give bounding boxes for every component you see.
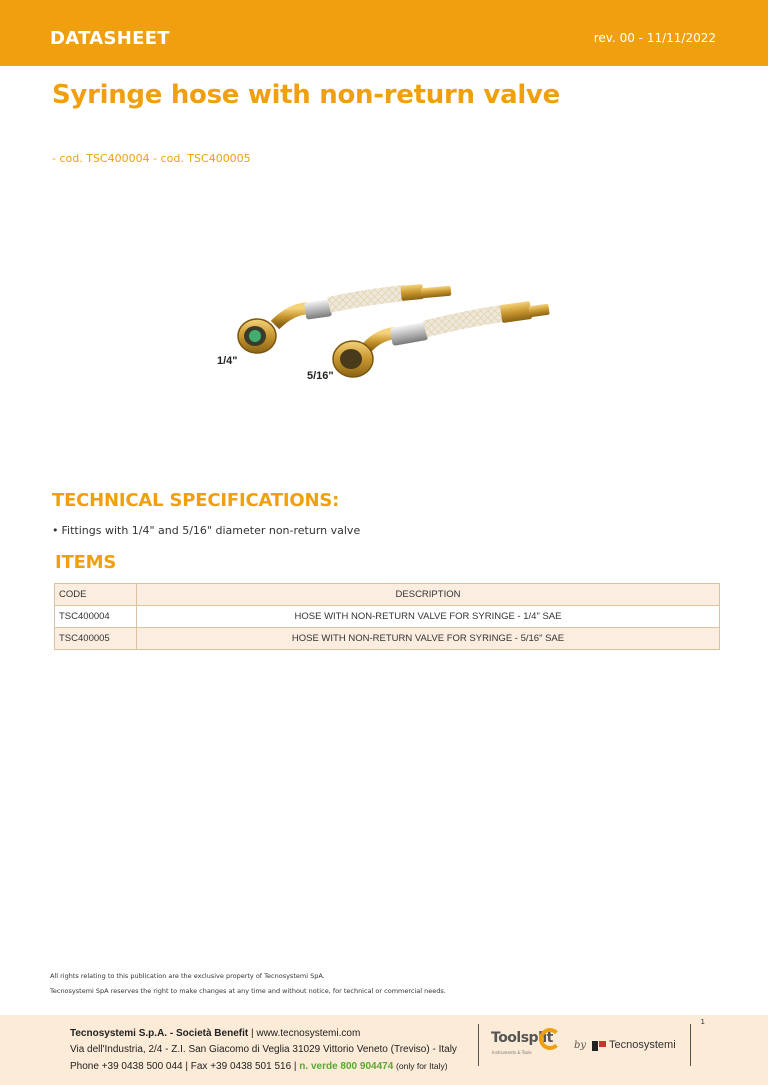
doc-type-label: DATASHEET bbox=[50, 28, 170, 49]
row-code: TSC400004 bbox=[55, 606, 137, 628]
product-image bbox=[205, 275, 565, 400]
legal-notice-changes: Tecnosystemi SpA reserves the right to make changes at any time and without notice, for technical or commercial needs. bbox=[50, 987, 446, 995]
company-name: Tecnosystemi S.p.A. - Società Benefit bbox=[70, 1028, 249, 1039]
row-description: HOSE WITH NON-RETURN VALVE FOR SYRINGE - 5/16" SAE bbox=[137, 628, 720, 650]
tecnosystemi-logo bbox=[592, 1037, 686, 1057]
separator: | bbox=[182, 1061, 191, 1072]
bullet-icon: • bbox=[52, 524, 59, 537]
tecnosystemi-wordmark: Tecnosystemi bbox=[609, 1039, 676, 1051]
table-header-row bbox=[55, 584, 720, 606]
footer-divider bbox=[690, 1024, 691, 1066]
company-info bbox=[70, 1026, 457, 1075]
toolsplit-wordmark: Toolsplit bbox=[491, 1030, 553, 1046]
toll-free-number: n. verde 800 904474 bbox=[299, 1061, 394, 1072]
company-address: Via dell'Industria, 2/4 - Z.I. San Giacomo di Veglia 31029 Vittorio Veneto (Treviso) - Italy bbox=[70, 1044, 457, 1055]
spec-text: Fittings with 1/4" and 5/16" diameter non-return valve bbox=[61, 524, 361, 537]
separator: | bbox=[291, 1061, 300, 1072]
separator: | bbox=[248, 1028, 257, 1039]
revision-date: rev. 00 - 11/11/2022 bbox=[593, 31, 716, 45]
size-label-quarter: 1/4" bbox=[217, 355, 238, 367]
legal-notice-rights: All rights relating to this publication are the exclusive property of Tecnosystemi SpA. bbox=[50, 972, 325, 980]
table-row bbox=[55, 628, 720, 650]
by-text: by bbox=[574, 1040, 587, 1051]
spec-list-item bbox=[52, 524, 360, 537]
toll-free-note: (only for Italy) bbox=[396, 1061, 448, 1071]
items-heading: ITEMS bbox=[55, 552, 117, 573]
spec-heading: TECHNICAL SPECIFICATIONS: bbox=[52, 490, 340, 511]
toolsplit-ring-icon bbox=[539, 1028, 561, 1050]
page-number: 1 bbox=[700, 1018, 705, 1026]
contact-line bbox=[70, 1058, 457, 1075]
company-line bbox=[70, 1026, 457, 1042]
toolsplit-tagline: Instruments & Tools bbox=[492, 1050, 532, 1055]
column-header-description: DESCRIPTION bbox=[137, 584, 720, 606]
table-row bbox=[55, 606, 720, 628]
page-title: Syringe hose with non-return valve bbox=[52, 80, 560, 110]
hose-five-sixteenth-inch bbox=[333, 301, 550, 377]
phone-number: Phone +39 0438 500 044 bbox=[70, 1061, 183, 1072]
row-description: HOSE WITH NON-RETURN VALVE FOR SYRINGE - 1/4" SAE bbox=[137, 606, 720, 628]
row-code: TSC400005 bbox=[55, 628, 137, 650]
header-bar bbox=[0, 0, 768, 66]
size-label-five-sixteenths: 5/16" bbox=[307, 370, 334, 382]
product-codes: - cod. TSC400004 - cod. TSC400005 bbox=[52, 152, 251, 165]
footer-divider bbox=[478, 1024, 479, 1066]
column-header-code: CODE bbox=[55, 584, 137, 606]
tecnosystemi-mark-icon bbox=[592, 1041, 606, 1051]
toolsplit-logo bbox=[491, 1028, 569, 1064]
fax-number: Fax +39 0438 501 516 bbox=[190, 1061, 292, 1072]
company-website[interactable]: www.tecnosystemi.com bbox=[256, 1028, 361, 1039]
items-table bbox=[54, 583, 720, 650]
